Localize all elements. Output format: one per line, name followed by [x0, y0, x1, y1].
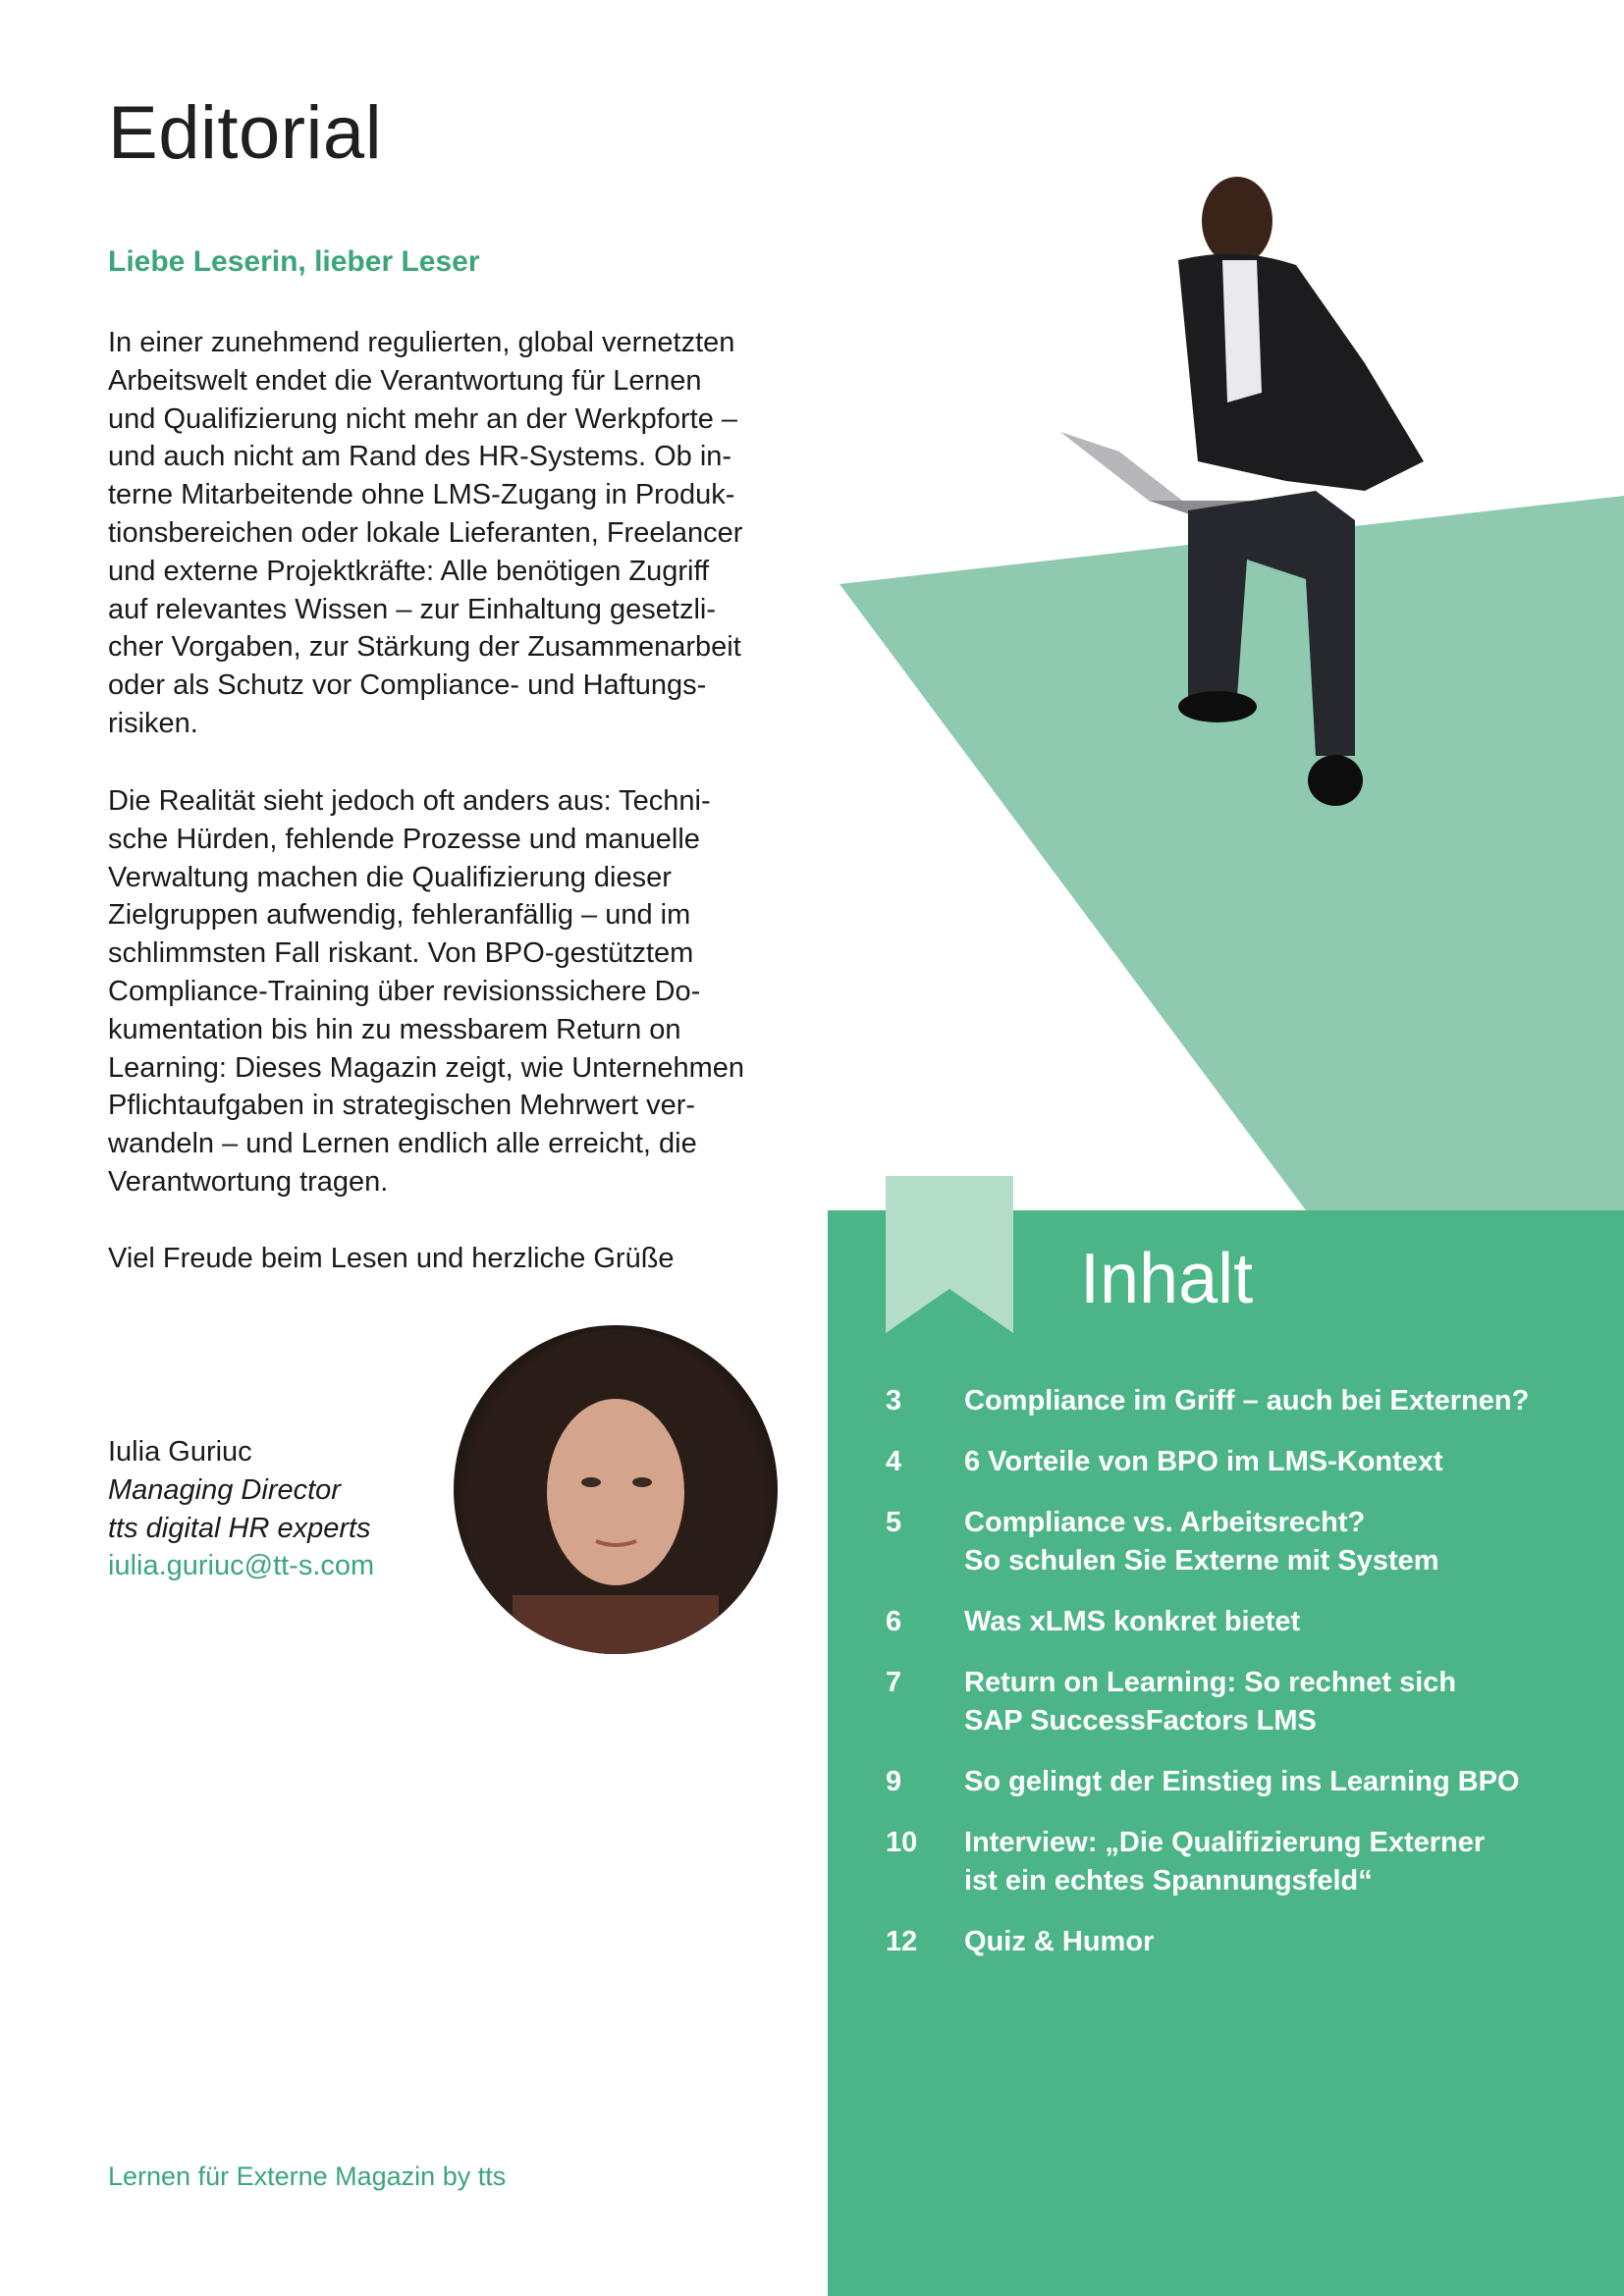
toc-title [964, 1504, 1439, 1580]
author-portrait [454, 1325, 778, 1654]
toc-title [964, 1923, 1154, 1961]
text-line: sche Hürden, fehlende Prozesse und manuelle [108, 823, 700, 855]
contents-title: Inhalt [1080, 1240, 1254, 1318]
text-line: wandeln – und Lernen endlich alle erreicht, die [108, 1128, 697, 1160]
toc-page-number: 5 [886, 1507, 902, 1538]
toc-title [964, 1382, 1529, 1420]
toc-item[interactable] [886, 1824, 1573, 1900]
toc-item[interactable] [886, 1664, 1573, 1740]
editorial-paragraph-2 [108, 782, 815, 1201]
text-line: kumentation bis hin zu messbarem Return on [108, 1013, 681, 1045]
author-name: Iulia Guriuc [108, 1436, 252, 1468]
author-signature [108, 1433, 374, 1585]
toc-title [964, 1824, 1485, 1900]
toc-title [964, 1603, 1300, 1641]
toc-item[interactable] [886, 1923, 1573, 1961]
toc-page-number: 4 [886, 1446, 902, 1477]
toc-title [964, 1443, 1443, 1481]
text-line: cher Vorgaben, zur Stärkung der Zusammenarbeit [108, 631, 741, 664]
toc-page-number: 9 [886, 1766, 902, 1797]
text-line: Compliance vs. Arbeitsrecht? [964, 1507, 1366, 1538]
toc-page-number: 12 [886, 1926, 918, 1957]
toc-page-number: 6 [886, 1606, 902, 1637]
text-line: Return on Learning: So rechnet sich [964, 1667, 1457, 1698]
toc-item[interactable] [886, 1382, 1573, 1420]
text-line: Was xLMS konkret bietet [964, 1606, 1301, 1637]
greeting: Liebe Leserin, lieber Leser [108, 245, 480, 278]
text-line: So gelingt der Einstieg ins Learning BPO [964, 1766, 1520, 1797]
text-line: Learning: Dieses Magazin zeigt, wie Unternehmen [108, 1051, 745, 1084]
page-title: Editorial [108, 91, 383, 175]
text-line: Interview: „Die Qualifizierung Externer [964, 1827, 1486, 1858]
toc-item[interactable] [886, 1443, 1573, 1481]
toc-page-number: 7 [886, 1667, 902, 1698]
author-email-link[interactable]: iulia.guriuc@tt-s.com [108, 1550, 375, 1582]
toc-item[interactable] [886, 1763, 1573, 1801]
text-line: Verwaltung machen die Qualifizierung dieser [108, 861, 672, 893]
table-of-contents [886, 1382, 1573, 1984]
text-line: 6 Vorteile von BPO im LMS-Kontext [964, 1446, 1443, 1477]
text-line: Compliance-Training über revisionssichere Do- [108, 975, 701, 1007]
text-line: SAP SuccessFactors LMS [964, 1705, 1317, 1736]
toc-title [964, 1763, 1520, 1801]
text-line: oder als Schutz vor Compliance- und Haftungs- [108, 669, 707, 702]
text-line: Arbeitswelt endet die Verantwortung für Lernen [108, 364, 702, 397]
toc-page-number: 10 [886, 1827, 918, 1858]
closing-line: Viel Freude beim Lesen und herzliche Grüße [108, 1243, 675, 1274]
toc-page-number: 3 [886, 1385, 902, 1416]
toc-item[interactable] [886, 1603, 1573, 1641]
author-company: tts digital HR experts [108, 1512, 371, 1544]
footer-label: Lernen für Externe Magazin by tts [108, 2162, 507, 2191]
text-line: Die Realität sieht jedoch oft anders aus: Techni- [108, 785, 711, 817]
text-line: und externe Projektkräfte: Alle benötigen Zugriff [108, 555, 710, 587]
text-line: In einer zunehmend regulierten, global vernetzten [108, 327, 735, 358]
text-line: und auch nicht am Rand des HR-Systems. Ob in- [108, 441, 732, 473]
text-line: risiken. [108, 707, 198, 739]
text-line: terne Mitarbeitende ohne LMS-Zugang in Produk- [108, 479, 735, 511]
text-line: ist ein echtes Spannungsfeld“ [964, 1865, 1373, 1896]
text-line: So schulen Sie Externe mit System [964, 1545, 1439, 1576]
text-line: Quiz & Humor [964, 1926, 1155, 1957]
text-line: tionsbereichen oder lokale Lieferanten, Freelancer [108, 516, 743, 549]
text-line: auf relevantes Wissen – zur Einhaltung gesetzli- [108, 593, 716, 625]
text-line: Zielgruppen aufwendig, fehleranfällig – und im [108, 899, 691, 932]
person-with-laptop-image [1041, 167, 1453, 893]
bookmark-icon [886, 1176, 1013, 1333]
toc-title [964, 1664, 1456, 1740]
text-line: Pflichtaufgaben in strategischen Mehrwert ver- [108, 1090, 696, 1122]
text-line: Verantwortung tragen. [108, 1165, 389, 1198]
toc-item[interactable] [886, 1504, 1573, 1580]
text-line: und Qualifizierung nicht mehr an der Werkpforte – [108, 402, 738, 435]
editorial-paragraph-1 [108, 324, 815, 743]
text-line: Compliance im Griff – auch bei Externen? [964, 1385, 1530, 1416]
text-line: schlimmsten Fall riskant. Von BPO-gestütztem [108, 937, 694, 970]
author-role: Managing Director [108, 1473, 341, 1506]
